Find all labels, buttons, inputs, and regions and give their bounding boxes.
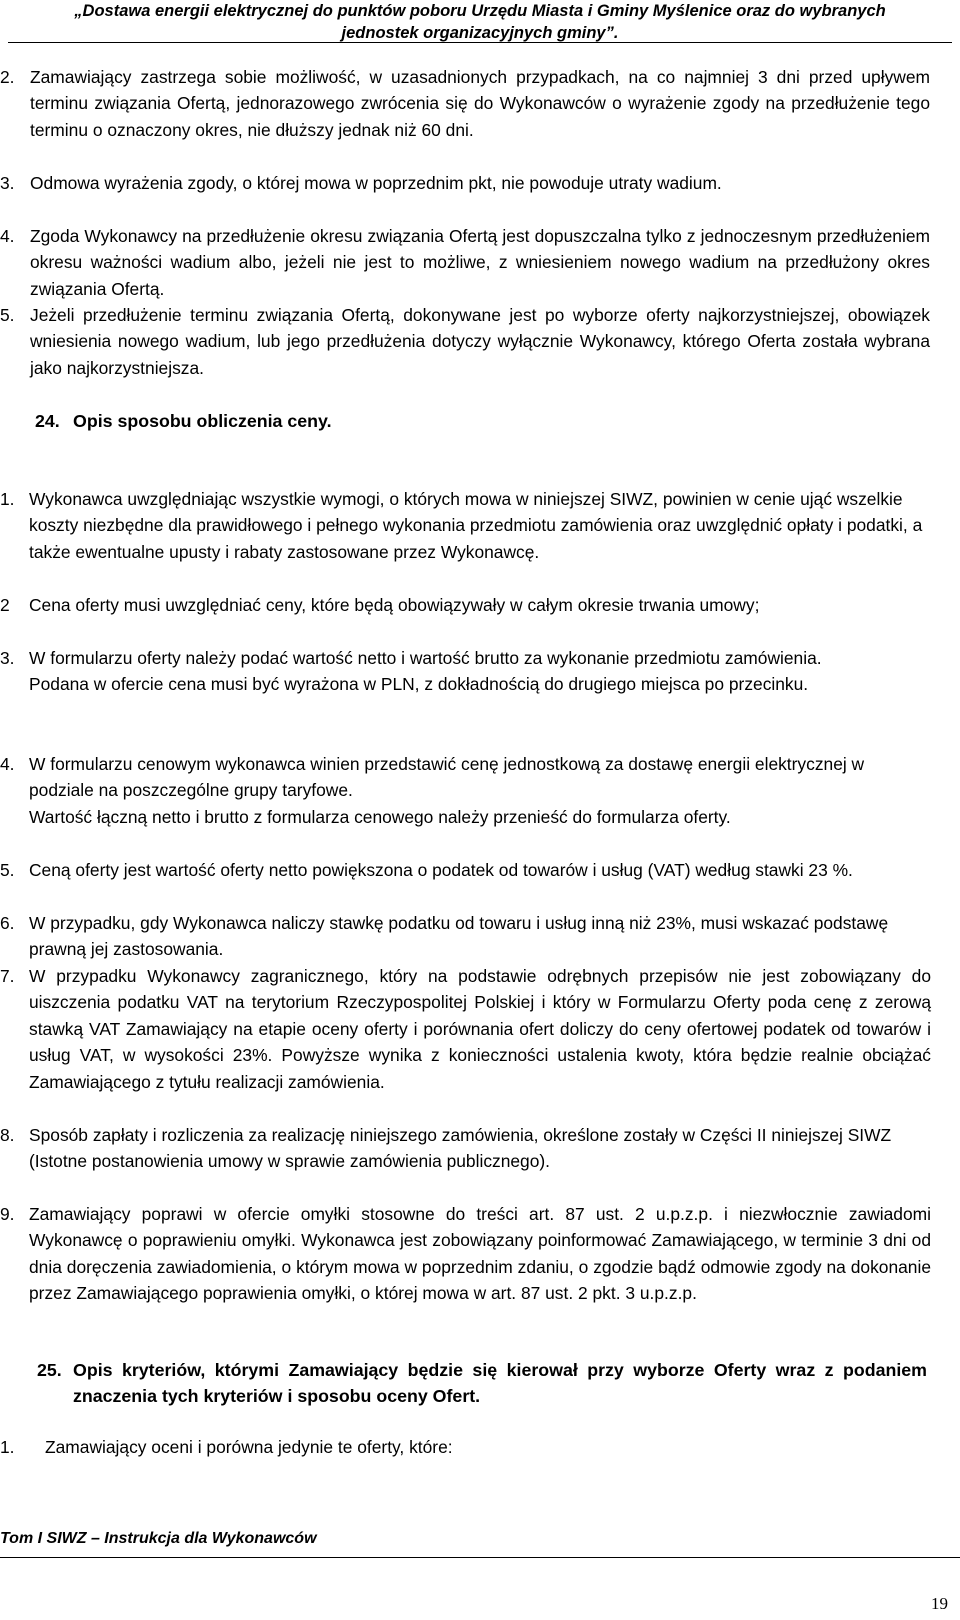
item-number: 2 [0, 595, 10, 615]
item-number: 8. [0, 1125, 15, 1145]
list-item [0, 963, 931, 1095]
item-text: W formularzu cenowym wykonawca winien przedstawić cenę jednostkową za dostawę energii elektrycznej w podziale na poszczególne grupy taryfowe. [29, 754, 865, 801]
list-item [0, 645, 931, 698]
footer-title: Tom I SIWZ – Instrukcja dla Wykonawców [0, 1530, 317, 1547]
item-text: W przypadku Wykonawcy zagranicznego, który na podstawie odrębnych przepisów nie jest zobowiązany do uiszczenia podatku VAT na terytorium Rzeczypospolitej Polskiej i który w Formularzu Oferty poda cenę z zerową stawką VAT Zamawiający na etapie oceny oferty i porównania ofert doliczy do ceny ofertowej podatek od towarów i usług VAT, w wysokości 23%. Powyższe wynika z konieczności ustalenia kwoty, która będzie realnie obciążać Zamawiającego z tytułu realizacji zamówienia. [29, 966, 931, 1092]
item-number: 4. [0, 754, 15, 774]
item-number: 5. [0, 860, 15, 880]
item-text: W przypadku, gdy Wykonawca naliczy stawkę podatku od towaru i usług inną niż 23%, musi wskazać podstawę prawną jej zastosowania. [29, 913, 889, 960]
item-number: 1. [0, 489, 15, 509]
item-number: 4. [0, 226, 15, 246]
item-number: 3. [0, 173, 15, 193]
item-text: Jeżeli przedłużenie terminu związania Ofertą, dokonywane jest po wyborze oferty najkorzystniejszej, obowiązek wniesienia nowego wadium, lub jego przedłużenia dotyczy wyłącznie Wykonawcy, którego Oferta została wybrana jako najkorzystniejsza. [30, 305, 930, 378]
item-number: 9. [0, 1204, 15, 1224]
footer-divider [0, 1557, 960, 1558]
list-item [0, 857, 931, 883]
document-header [8, 0, 952, 44]
section-number: 25. [37, 1360, 62, 1380]
item-text: Zgoda Wykonawcy na przedłużenie okresu związania Ofertą jest dopuszczalna tylko z jednoczesnym przedłużeniem okresu ważności wadium albo, jeżeli nie jest to możliwe, z wniesieniem nowego wadium na przedłużony okres związania Ofertą. [30, 226, 930, 299]
item-text: W formularzu oferty należy podać wartość netto i wartość brutto za wykonanie przedmiotu zamówienia. [29, 648, 822, 668]
list-item [0, 1122, 931, 1175]
item-number: 7. [0, 966, 15, 986]
list-item [0, 751, 931, 830]
section-number: 24. [35, 411, 60, 431]
item-number: 5. [0, 305, 15, 325]
item-text: Zamawiający zastrzega sobie możliwość, w uzasadnionych przypadkach, na co najmniej 3 dni przed upływem terminu związania Ofertą, jednorazowego zwrócenia się do Wykonawców o wyrażenie zgody na przedłużenie tego terminu o oznaczony okres, nie dłuższy jednak niż 60 dni. [30, 67, 930, 140]
item-text: Zamawiający poprawi w ofercie omyłki stosowne do treści art. 87 ust. 2 u.p.z.p. i niezwłocznie zawiadomi Wykonawcę o poprawieniu omyłki. Wykonawca jest zobowiązany poinformować Zamawiającego, w terminie 3 dni od dnia doręczenia zawiadomienia, o którym mowa w poprzednim zdaniu, o zgodzie bądź odmowie zgody na dokonanie przez Zamawiającego poprawienia omyłki, o której mowa w art. 87 ust. 2 pkt. 3 u.p.z.p. [29, 1204, 931, 1304]
list-item [0, 910, 931, 963]
item-text: Sposób zapłaty i rozliczenia za realizację niniejszego zamówienia, określone zostały w Części II niniejszej SIWZ (Istotne postanowienia umowy w sprawie zamówienia publicznego). [29, 1125, 892, 1172]
item-text: Wykonawca uwzględniając wszystkie wymogi, o których mowa w niniejszej SIWZ, powinien w cenie ująć wszelkie koszty niezbędne dla prawidłowego i pełnego wykonania przedmiotu zamówienia oraz uwzględnić opłaty i podatki, a także ewentualne upusty i rabaty zastosowane przez Wykonawcę. [29, 489, 923, 562]
list-item [0, 302, 930, 381]
item-number: 1. [0, 1437, 15, 1457]
section-title: Opis kryteriów, którymi Zamawiający będzie się kierował przy wyborze Oferty wraz z podaniem znaczenia tych kryteriów i sposobu oceny Ofert. [73, 1360, 927, 1406]
item-number: 2. [0, 67, 15, 87]
item-number: 3. [0, 648, 15, 668]
item-text: Ceną oferty jest wartość oferty netto powiększona o podatek od towarów i usług (VAT) według stawki 23 %. [29, 860, 853, 880]
item-text: Zamawiający oceni i porówna jedynie te oferty, które: [45, 1437, 453, 1457]
list-item [0, 1201, 931, 1307]
section-title: Opis sposobu obliczenia ceny. [73, 411, 332, 431]
header-divider [8, 42, 952, 43]
list-item [0, 223, 930, 302]
header-line-2: jednostek organizacyjnych gminy”. [341, 24, 619, 42]
section-25-heading [37, 1357, 927, 1409]
list-item [0, 486, 931, 565]
list-item [0, 64, 930, 143]
list-item [0, 1434, 947, 1460]
item-extra-text: Podana w ofercie cena musi być wyrażona w PLN, z dokładnością do drugiego miejsca po przecinku. [29, 674, 809, 695]
list-item [0, 592, 931, 618]
header-line-1: „Dostawa energii elektrycznej do punktów poboru Urzędu Miasta i Gminy Myślenice oraz do wybranych [74, 2, 886, 20]
item-text: Cena oferty musi uwzględniać ceny, które będą obowiązywały w całym okresie trwania umowy; [29, 595, 760, 615]
item-number: 6. [0, 913, 15, 933]
item-text: Odmowa wyrażenia zgody, o której mowa w poprzednim pkt, nie powoduje utraty wadium. [30, 173, 722, 193]
page-number: 19 [931, 1594, 948, 1613]
item-extra-text: Wartość łączną netto i brutto z formularza cenowego należy przenieść do formularza oferty. [29, 806, 731, 827]
list-item [0, 170, 930, 196]
